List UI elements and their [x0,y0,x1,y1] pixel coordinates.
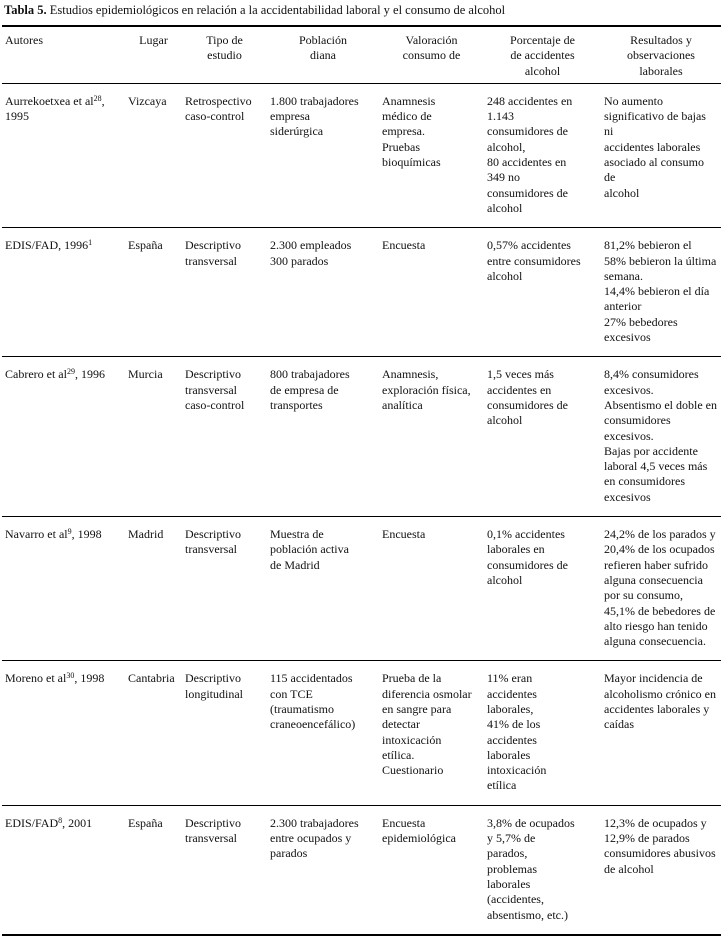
reference-number: 8 [58,815,63,825]
table-label: Tabla 5. [4,3,47,17]
header-row [2,26,721,83]
cell-porcentaje: 0,1% accidentes laborales en consumidores de alcohol [487,527,568,587]
cell-poblacion: 2.300 trabajadores entre ocupados y parados [270,815,359,861]
cell-tipo: Descriptivo transversal caso-control [185,367,245,412]
cell-tipo: Descriptivo transversal [185,238,241,268]
table-row [2,83,721,227]
author-year: , 2001 [62,815,93,830]
cell-resultados: 81,2% bebieron el 58% bebieron la última semana. 14,4% bebieron el día anterior 27% bebedores excesivos [604,238,717,345]
header-lugar: Lugar [139,33,168,47]
table-row [2,228,721,357]
author-year: , 1998 [74,671,105,686]
author-name: EDIS/FAD [5,815,59,830]
header-autores: Autores [5,33,43,47]
table-row [2,357,721,517]
reference-number: 1 [88,238,93,248]
cell-porcentaje: 11% eran accidentes laborales, 41% de los accidentes laborales intoxicación etílica [487,671,547,793]
author-name: Cabrero et al [5,367,67,382]
cell-tipo: Descriptivo transversal [185,527,241,557]
cell-valoracion: Encuesta [382,238,426,253]
reference-number: 9 [67,527,72,537]
cell-valoracion: Encuesta epidemiológica [382,815,456,846]
cell-resultados: Mayor incidencia de alcoholismo crónico en accidentes laborales y caídas [604,671,716,732]
author-name: Aurrekoetxea et al [5,93,94,108]
cell-porcentaje: 1,5 veces más accidentes en consumidores de alcohol [487,367,568,428]
cell-porcentaje: 0,57% accidentes entre consumidores alcohol [487,238,581,283]
header-resultados: Resultados y observaciones laborales [627,33,695,78]
cell-autores [2,357,125,517]
header-valoracion: Valoración consumo de [402,33,461,63]
cell-porcentaje: 248 accidentes en 1.143 consumidores de alcohol, 80 accidentes en 349 no consumidores de alcohol [487,93,573,215]
cell-lugar: Murcia [128,367,163,382]
cell-poblacion: 800 trabajadores de empresa de transportes [270,367,350,412]
cell-autores [2,661,125,805]
table-row [2,805,721,935]
cell-tipo: Retrospectivo caso-control [185,93,252,124]
author-name: Moreno et al [5,671,67,686]
cell-poblacion: 115 accidentados con TCE (traumatismo craneoencefálico) [270,671,356,732]
cell-valoracion: Anamnesis, exploración física, analítica [382,367,471,412]
cell-autores [2,517,125,661]
reference-number: 28 [93,93,102,103]
table-row [2,661,721,805]
cell-valoracion: Prueba de la diferencia osmolar en sangre para detectar intoxicación etílica. Cuestionario [382,671,472,778]
cell-tipo: Descriptivo longitudinal [185,671,243,701]
cell-resultados: No aumento significativo de bajas ni accidentes laborales asociado al consumo de alcohol [604,93,706,200]
table-caption [4,2,505,18]
cell-lugar: Vizcaya [128,93,167,108]
cell-autores [2,228,125,357]
reference-number: 29 [66,367,75,377]
cell-autores [2,805,125,935]
author-name: EDIS/FAD, 1996 [5,238,89,253]
cell-porcentaje: 3,8% de ocupados y 5,7% de parados, problemas laborales (accidentes, absentismo, etc.) [487,815,575,922]
header-poblacion: Población diana [299,33,347,63]
cell-tipo: Descriptivo transversal [185,815,241,846]
cell-resultados: 24,2% de los parados y 20,4% de los ocupados refieren haber sufrido alguna consecuencia por su consumo, 45,1% de bebedores de alto riesgo han tenido alguna consecuencia. [604,527,716,649]
cell-lugar: España [128,238,163,253]
table-title: Estudios epidemiológicos en relación a la accidentabilidad laboral y el consumo de alcohol [46,3,506,17]
cell-poblacion: 2.300 empleados 300 parados [270,238,352,268]
cell-lugar: España [128,815,163,830]
cell-autores [2,83,125,227]
cell-resultados: 8,4% consumidores excesivos. Absentismo el doble en consumidores excesivos. Bajas por accidente laboral 4,5 veces más en consumidores excesivos [604,367,717,504]
studies-table [2,25,721,936]
author-name: Navarro et al [5,527,68,542]
author-year: , 1996 [74,367,105,382]
author-year: , 1995 [5,93,105,124]
cell-poblacion: Muestra de población activa de Madrid [270,527,349,572]
cell-lugar: Cantabria [128,671,175,686]
table-row [2,517,721,661]
cell-valoracion: Encuesta [382,527,426,542]
header-porcentaje: Porcentaje de de accidentes alcohol [510,33,575,78]
cell-resultados: 12,3% de ocupados y 12,9% de parados consumidores abusivos de alcohol [604,815,716,876]
author-year: , 1998 [71,527,102,542]
reference-number: 30 [66,671,75,681]
cell-valoracion: Anamnesis médico de empresa. Pruebas bioquímicas [382,93,441,170]
cell-poblacion: 1.800 trabajadores empresa siderúrgica [270,93,359,139]
header-tipo: Tipo de estudio [206,33,243,63]
cell-lugar: Madrid [128,527,164,542]
